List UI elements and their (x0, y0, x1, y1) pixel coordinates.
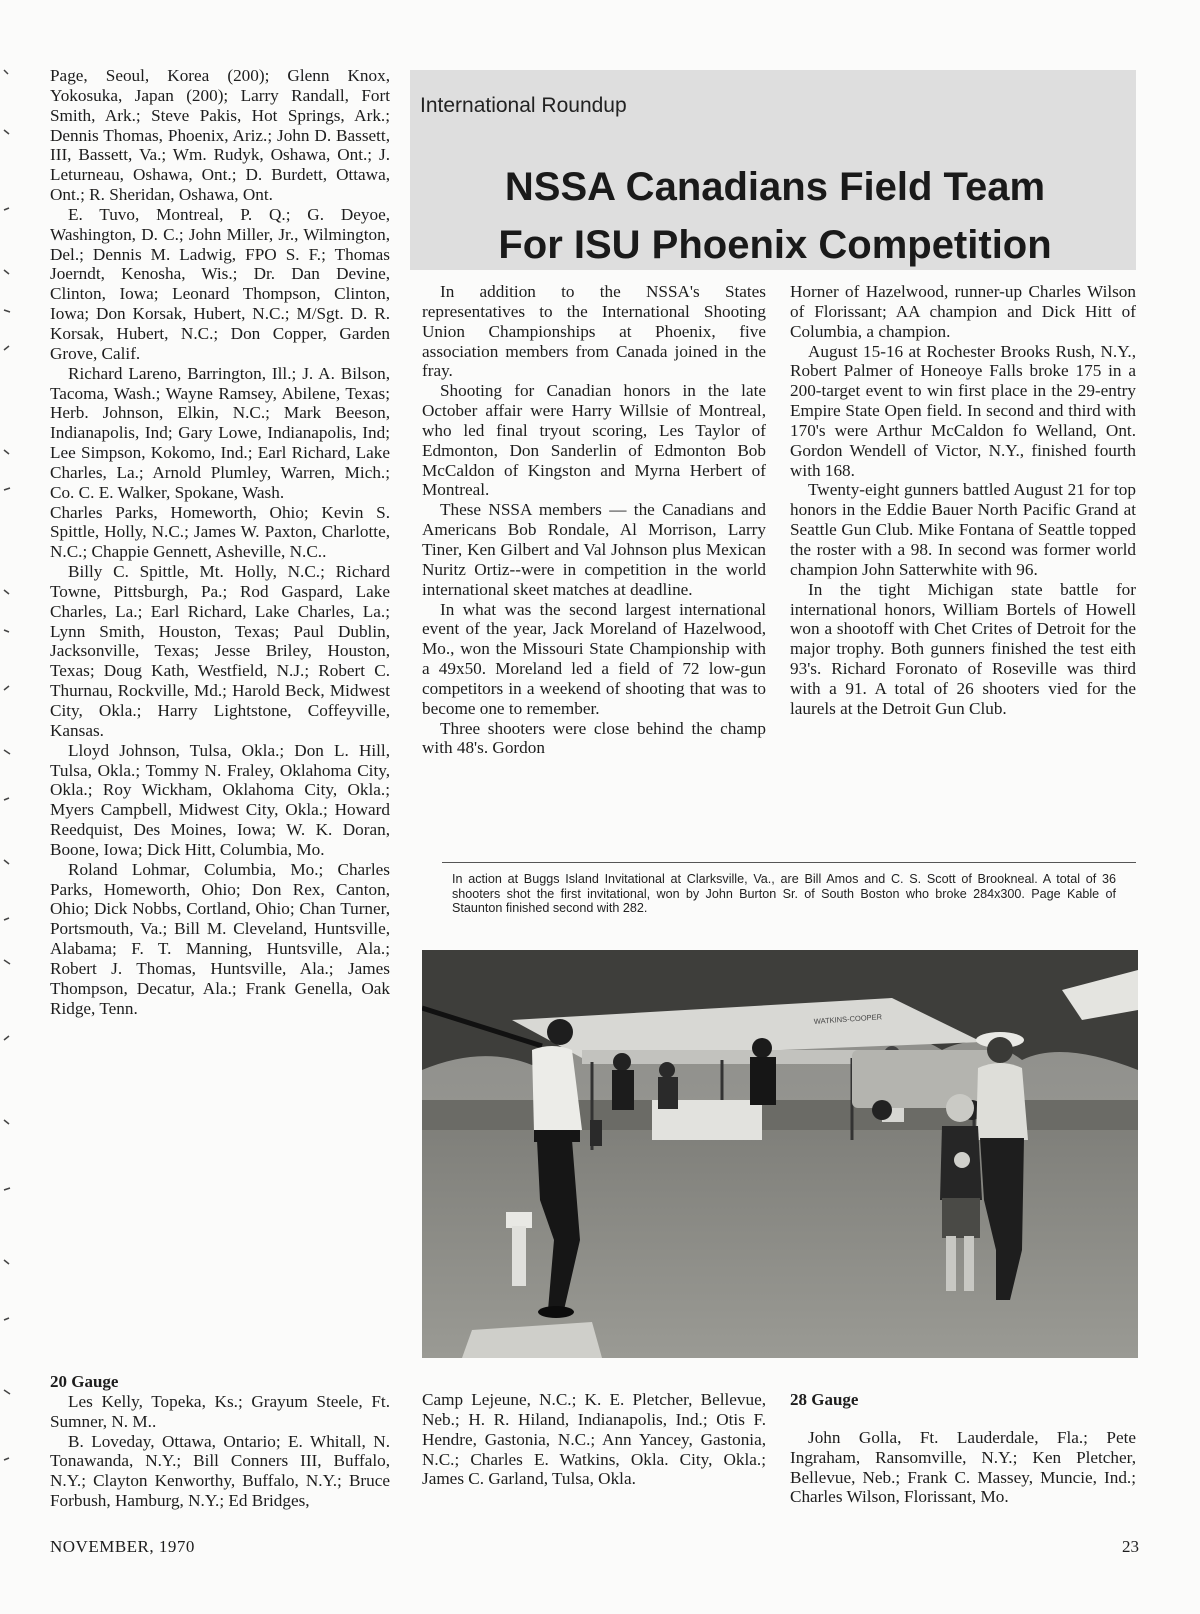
headline-banner (410, 70, 1136, 270)
names-paragraph: E. Tuvo, Montreal, P. Q.; G. Deyoe, Washington, D. C.; John Miller, Jr., Wilmington, Del.; Dennis M. Ladwig, FPO S. F.; Thomas Joerndt, Kenosha, Wis.; Dr. Dan Devine, Clinton, Iowa; Leonard Thompson, Clinton, Iowa; Don Korsak, Hubert, N.C.; M/Sgt. D. R. Korsak, Hubert, N.C.; Don Copper, Garden Grove, Calif. (50, 204, 390, 363)
photo-illustration (422, 950, 1138, 1358)
gauge-28-heading: 28 Gauge (790, 1390, 859, 1409)
photo-caption: In action at Buggs Island Invitational at Clarksville, Va., are Bill Amos and C. S. Scott of Brookneal. A total of 36 shooters shot the first invitational, won by John Burton Sr. of South Boston who broke 284x300. Page Kable of Staunton finished second with 282. (452, 872, 1116, 916)
left-column-names (50, 66, 390, 1019)
article-paragraph: In the tight Michigan state battle for international honors, William Bortels of Howell won a shootoff with Chet Crites of Detroit for the major trophy. Both gunners finished the test eith 93's. Richard Foronato of Roseville was third with a 91. A total of 26 shooters vied for the laurels at the Detroit Gun Club. (790, 579, 1136, 718)
article-paragraph: Shooting for Canadian honors in the late October affair were Harry Willsie of Montreal, who led final tryout scoring, Les Taylor of Edmonton, Don Sanderlin of Edmonton Bob McCaldon of Kingston and Myrna Herbert of Montreal. (422, 381, 766, 500)
tent-sign: WATKINS-COOPER (813, 1012, 883, 1026)
names-paragraph: Lloyd Johnson, Tulsa, Okla.; Don L. Hill, Tulsa, Okla.; Tommy N. Fraley, Oklahoma City, Okla.; Roy Wickham, Oklahoma City, Okla.; Myers Campbell, Midwest City, Okla.; Howard Reedquist, Des Moines, Iowa; W. K. Doran, Boone, Iowa; Dick Hitt, Columbia, Mo. (50, 740, 390, 859)
article-paragraph: In what was the second largest international event of the year, Jack Moreland of Hazelwood, Mo., won the Missouri State Championship with a 49x50. Moreland led a field of 72 low-gun competitors in a weekend of shooting that was to become one to remember. (422, 599, 766, 718)
gauge-20-continued-paragraph: Camp Lejeune, N.C.; K. E. Pletcher, Bellevue, Neb.; H. R. Hiland, Indianapolis, Ind.; Otis F. Hendre, Gastonia, N.C.; Ann Yancey, Gastonia, N.C.; Charles E. Watkins, Okla. City, Okla.; James C. Garland, Tulsa, Okla. (422, 1390, 766, 1489)
binding-edge-marks (2, 60, 12, 1540)
shooting-photo (422, 950, 1138, 1358)
gauge-20-section (50, 1372, 390, 1511)
headline-line-1: NSSA Canadians Field Team (504, 165, 1046, 209)
article-paragraph: Horner of Hazelwood, runner-up Charles Wilson of Florissant; AA champion and Dick Hitt of Columbia, a champion. (790, 282, 1136, 341)
article-paragraph: Three shooters were close behind the champ with 48's. Gordon (422, 718, 766, 758)
article-paragraph: In addition to the NSSA's States representatives to the International Shooting Union Championships at Phoenix, five association members from Canada joined in the fray. (422, 282, 766, 381)
headline-line-2: For ISU Phoenix Competition (498, 223, 1052, 267)
article-column-2 (790, 282, 1136, 719)
names-paragraph: Page, Seoul, Korea (200); Glenn Knox, Yokosuka, Japan (200); Larry Randall, Fort Smith, Ark.; Steve Pakis, Hot Springs, Ark.; Dennis Thomas, Phoenix, Ariz.; John D. Bassett, III, Bassett, Va.; Wm. Rudyk, Oshawa, Ont.; J. Leturneau, Oshawa, Ont.; D. Burdett, Ottawa, Ont.; R. Sheridan, Oshawa, Ont. (50, 66, 390, 205)
names-paragraph: Charles Parks, Homeworth, Ohio; Kevin S. Spittle, Holly, N.C.; James W. Paxton, Charlotte, N.C.; Chappie Gennett, Asheville, N.C.. (50, 502, 390, 562)
article-paragraph: These NSSA members — the Canadians and Americans Bob Rondale, Al Morrison, Larry Tiner, Ken Gilbert and Val Johnson plus Mexican Nuritz Ortiz--were in competition in the world international skeet matches at deadline. (422, 500, 766, 599)
page-number: 23 (1122, 1537, 1139, 1556)
issue-date: NOVEMBER, 1970 (50, 1537, 195, 1556)
gauge-20-paragraph: Les Kelly, Topeka, Ks.; Grayum Steele, Ft. Sumner, N. M.. (50, 1391, 390, 1431)
gauge-20-paragraph: B. Loveday, Ottawa, Ontario; E. Whitall, N. Tonawanda, N.Y.; Bill Conners III, Buffalo, N.Y.; Clayton Kenworthy, Buffalo, N.Y.; Bruce Forbush, Hamburg, N.Y.; Ed Bridges, (50, 1431, 390, 1511)
article-paragraph: Twenty-eight gunners battled August 21 for top honors in the Eddie Bauer North Pacific Grand at Seattle Gun Club. Mike Fontana of Seattle topped the roster with a 98. In second was former world champion John Satterwhite with 96. (790, 480, 1136, 579)
section-kicker: International Roundup (420, 94, 627, 117)
names-paragraph: Roland Lohmar, Columbia, Mo.; Charles Parks, Homeworth, Ohio; Don Rex, Canton, Ohio; Dick Nobbs, Cortland, Ohio; Chan Turner, Portsmouth, Va.; Bill M. Cleveland, Huntsville, Alabama; F. T. Manning, Huntsville, Ala.; Robert J. Thomas, Huntsville, Ala.; James Thompson, Decatur, Ala.; Frank Genella, Oak Ridge, Tenn. (50, 859, 390, 1018)
gauge-28-section (790, 1390, 1136, 1507)
article-column-1 (422, 282, 766, 758)
gauge-20-heading: 20 Gauge (50, 1372, 119, 1391)
article-headline (420, 158, 1130, 274)
names-paragraph: Billy C. Spittle, Mt. Holly, N.C.; Richard Towne, Pittsburgh, Pa.; Rod Gaspard, Lake Charles, La.; Earl Richard, Lake Charles, La.; Lynn Smith, Houston, Texas; Paul Dublin, Jacksonville, Texas; Jesse Briley, Houston, Texas; Doug Kath, Westfield, N.J.; Robert C. Thurnau, Rockville, Md.; Harold Beck, Midwest City, Okla.; Harry Lightstone, Coffeyville, Kansas. (50, 562, 390, 740)
names-paragraph: Richard Lareno, Barrington, Ill.; J. A. Bilson, Tacoma, Wash.; Wayne Ramsey, Abilene, Texas; Herb. Johnson, Elkin, N.C.; Mark Beeson, Indianapolis, Ind; Gary Lowe, Indianapolis, Ind; Lee Simpson, Kokomo, Ind.; Earl Richard, Lake Charles, La.; Arnold Plumley, Warren, Mich.; Co. C. E. Walker, Spokane, Wash. (50, 363, 390, 502)
article-paragraph: August 15-16 at Rochester Brooks Rush, N.Y., Robert Palmer of Honeoye Falls broke 175 in a 200-target event to win first place in the 29-entry Empire State Open field. In second and third with 170's were Arthur McCaldon fo Welland, Ont. Gordon Wendell of Victor, N.Y., finished fourth with 168. (790, 341, 1136, 480)
gauge-20-continued (422, 1390, 766, 1489)
gauge-28-paragraph: John Golla, Ft. Lauderdale, Fla.; Pete Ingraham, Ransomville, N.Y.; Ken Pletcher, Bellevue, Neb.; Frank C. Massey, Muncie, Ind.; Charles Wilson, Florissant, Mo. (790, 1427, 1136, 1507)
caption-divider (442, 862, 1136, 863)
